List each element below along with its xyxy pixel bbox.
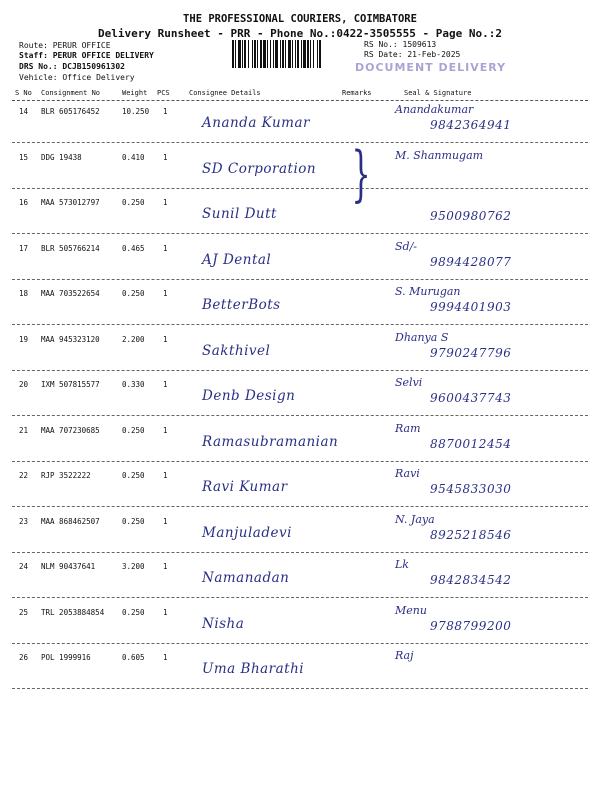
row-signature: Ram	[395, 421, 421, 435]
row-weight: 10.250	[122, 107, 150, 116]
row-consignment-no: RJP 3522222	[41, 471, 91, 480]
row-sno: 22	[19, 471, 29, 480]
row-phone: 9994401903	[430, 300, 512, 314]
row-weight: 3.200	[122, 562, 145, 571]
col-consignee: Consignee Details	[189, 89, 261, 97]
row-pcs: 1	[163, 607, 168, 617]
company-title: THE PROFESSIONAL COURIERS, COIMBATORE	[183, 13, 417, 25]
vehicle-label: Vehicle: Office Delivery	[19, 73, 135, 82]
row-consignee-name: BetterBots	[202, 297, 281, 313]
row-weight: 0.410	[122, 152, 145, 162]
row-pcs: 1	[163, 107, 168, 116]
row-consignment-no: IXM 507815577	[41, 380, 100, 389]
row-pcs: 1	[163, 425, 168, 435]
row-signature: Anandakumar	[395, 103, 474, 116]
row-signature: Dhanya S	[395, 330, 449, 344]
table-row	[12, 556, 588, 598]
row-pcs: 1	[163, 289, 168, 298]
row-sno: 20	[19, 380, 29, 389]
table-row	[12, 192, 588, 234]
row-pcs: 1	[163, 243, 168, 253]
col-pcs: PCS	[157, 89, 170, 97]
row-sno: 25	[19, 607, 29, 617]
row-phone: 9894428077	[430, 254, 512, 269]
table-row	[12, 329, 588, 371]
row-consignment-no: BLR 505766214	[41, 243, 100, 253]
row-consignment-no: MAA 707230685	[41, 425, 100, 435]
row-sno: 17	[19, 243, 29, 253]
delivery-stamp: DOCUMENT DELIVERY	[355, 61, 507, 74]
col-remarks: Remarks	[342, 89, 372, 97]
row-sno: 15	[19, 152, 29, 162]
row-phone: 9545833030	[430, 482, 512, 496]
row-weight: 0.250	[122, 516, 145, 526]
table-row	[12, 647, 588, 689]
row-consignee-name: Nisha	[202, 615, 245, 632]
row-phone: 9790247796	[430, 345, 512, 360]
row-phone: 8925218546	[430, 527, 512, 542]
table-row	[12, 101, 588, 143]
row-sno: 24	[19, 562, 29, 571]
row-weight: 0.250	[122, 607, 145, 617]
row-consignee-name: Denb Design	[202, 388, 296, 404]
drs-label: DRS No.: DCJB150961302	[19, 62, 125, 71]
row-consignment-no: DDG 19438	[41, 152, 82, 162]
row-signature: M. Shanmugam	[395, 148, 484, 162]
row-consignment-no: POL 1999916	[41, 653, 91, 662]
row-consignee-name: AJ Dental	[202, 251, 272, 268]
bracket-mark: }	[351, 139, 371, 209]
table-header	[12, 89, 588, 101]
row-signature: Lk	[395, 558, 409, 571]
staff-label: Staff: PERUR OFFICE DELIVERY	[19, 51, 154, 60]
row-consignee-name: Sakthivel	[202, 342, 271, 359]
col-consignment: Consignment No	[41, 89, 101, 97]
row-weight: 0.250	[122, 198, 145, 207]
col-sno: S No	[15, 89, 32, 97]
row-consignee-name: Namanadan	[202, 570, 290, 586]
row-signature: S. Murugan	[395, 285, 461, 298]
table-row	[12, 465, 588, 507]
row-consignment-no: BLR 605176452	[41, 107, 100, 116]
row-sno: 14	[19, 107, 29, 116]
rs-number: RS No.: 1509613	[364, 40, 437, 49]
row-consignment-no: TRL 2053884854	[41, 607, 105, 617]
row-phone: 9600437743	[430, 391, 512, 405]
row-weight: 0.250	[122, 425, 145, 435]
row-phone: 9842364941	[430, 118, 512, 132]
row-phone: 8870012454	[430, 436, 512, 451]
row-sno: 26	[19, 653, 29, 662]
row-pcs: 1	[163, 152, 168, 162]
row-consignee-name: Manjuladevi	[202, 524, 292, 541]
col-weight: Weight	[122, 89, 148, 97]
row-pcs: 1	[163, 334, 168, 344]
row-consignee-name: Sunil Dutt	[202, 206, 277, 222]
row-weight: 0.250	[122, 471, 145, 480]
row-weight: 0.605	[122, 653, 145, 662]
row-pcs: 1	[163, 653, 168, 662]
row-phone: 9788799200	[430, 618, 512, 633]
table-row	[12, 238, 588, 280]
row-phone: 9842834542	[430, 573, 512, 587]
row-sno: 18	[19, 289, 29, 298]
row-signature: Selvi	[395, 376, 423, 389]
row-sno: 21	[19, 425, 29, 435]
row-signature: Raj	[395, 649, 414, 662]
runsheet-subtitle: Delivery Runsheet - PRR - Phone No.:0422-3505555 - Page No.:2	[98, 27, 502, 40]
table-row	[12, 420, 588, 462]
row-signature: Ravi	[395, 467, 420, 480]
row-pcs: 1	[163, 562, 168, 571]
row-consignee-name: Uma Bharathi	[202, 661, 305, 677]
row-phone: 9500980762	[430, 209, 512, 223]
table-row	[12, 602, 588, 644]
row-sno: 16	[19, 198, 29, 207]
row-sno: 19	[19, 334, 29, 344]
table-row	[12, 283, 588, 325]
row-pcs: 1	[163, 471, 168, 480]
row-pcs: 1	[163, 380, 168, 389]
row-consignee-name: SD Corporation	[202, 160, 317, 177]
row-consignee-name: Ravi Kumar	[202, 479, 288, 495]
row-consignment-no: MAA 868462507	[41, 516, 100, 526]
row-consignee-name: Ramasubramanian	[202, 433, 339, 450]
row-weight: 0.250	[122, 289, 145, 298]
row-pcs: 1	[163, 198, 168, 207]
row-consignment-no: MAA 573012797	[41, 198, 100, 207]
row-signature: N. Jaya	[395, 512, 435, 526]
row-signature: Sd/-	[395, 239, 417, 253]
rs-date: RS Date: 21-Feb-2025	[364, 50, 461, 59]
row-weight: 2.200	[122, 334, 145, 344]
row-consignment-no: NLM 90437641	[41, 562, 96, 571]
row-pcs: 1	[163, 516, 168, 526]
row-sno: 23	[19, 516, 29, 526]
row-weight: 0.465	[122, 243, 145, 253]
barcode-image	[232, 40, 356, 68]
row-signature: Menu	[395, 603, 427, 617]
row-consignment-no: MAA 703522654	[41, 289, 100, 298]
table-row	[12, 374, 588, 416]
route-label: Route: PERUR OFFICE	[19, 41, 111, 50]
row-consignee-name: Ananda Kumar	[202, 115, 310, 131]
table-row	[12, 511, 588, 553]
table-row	[12, 147, 588, 189]
row-weight: 0.330	[122, 380, 145, 389]
col-seal: Seal & Signature	[404, 89, 472, 97]
row-consignment-no: MAA 945323120	[41, 334, 100, 344]
